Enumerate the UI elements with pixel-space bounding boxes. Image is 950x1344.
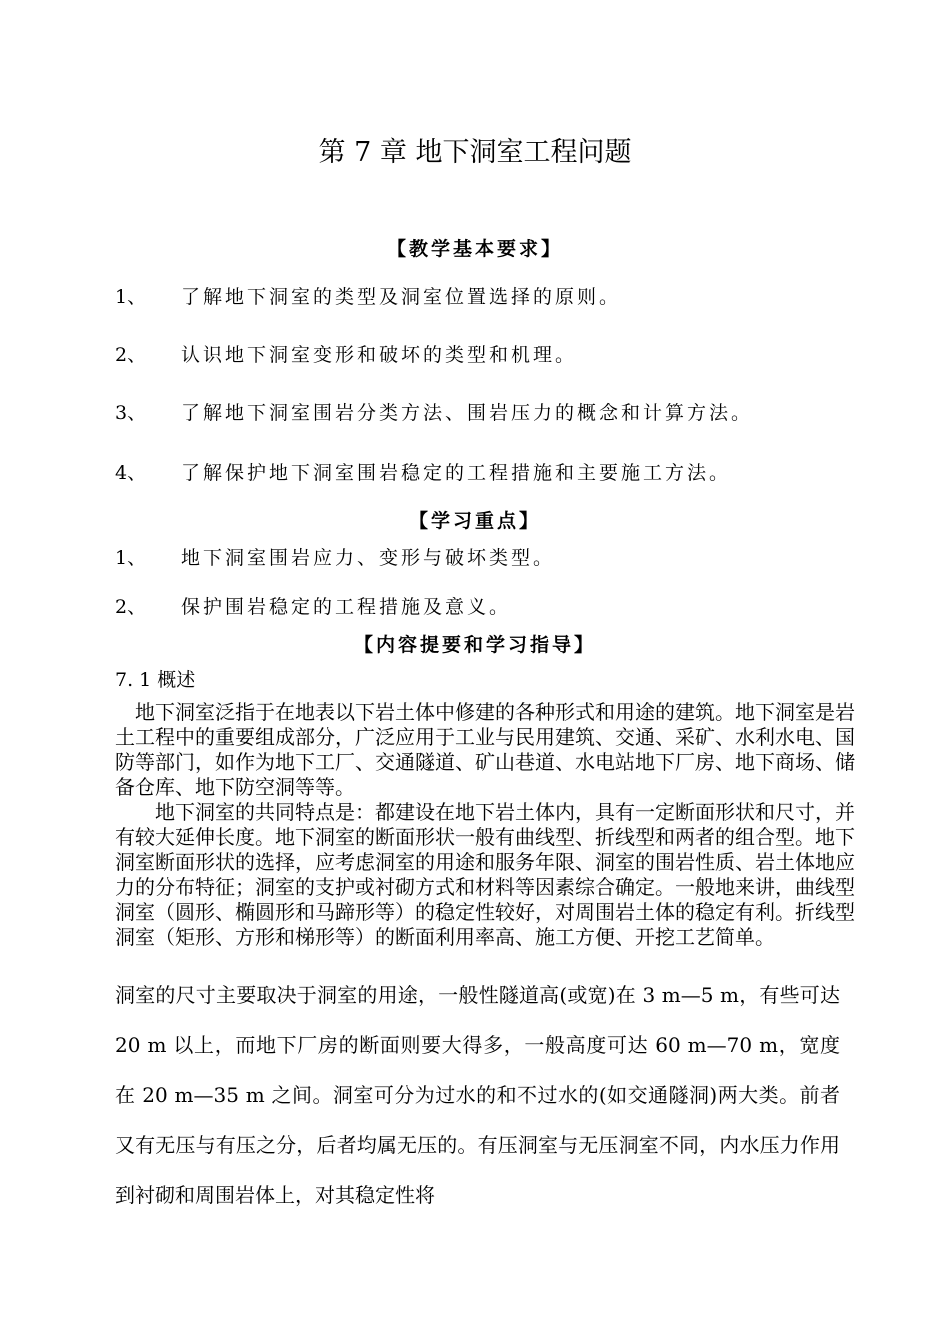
- item-text: 了解地下洞室的类型及洞室位置选择的原则。: [181, 286, 622, 308]
- guide-heading: 【内容提要和学习指导】: [353, 634, 596, 656]
- key-points-heading: 【学习重点】: [408, 510, 541, 532]
- item-number: 2、: [115, 596, 147, 618]
- requirements-heading: 【教学基本要求】: [386, 238, 563, 260]
- key-point-item: [115, 543, 555, 570]
- item-text: 了解地下洞室围岩分类方法、围岩压力的概念和计算方法。: [181, 402, 754, 424]
- overview-text-continued: 洞室的尺寸主要取决于洞室的用途，一般性隧道高(或宽)在 3 m—5 m，有些可达 20 m 以上，而地下厂房的断面则要大得多，一般高度可达 60 m—70 m，宽度在 20 m—35 m 之间。洞室可分为过水的和不过水的(如交通隧洞)两大类。前者又有无压与有压之分，后者均属无压的。有压洞室与无压洞室不同，内水压力作用到衬砌和周围岩体上，对其稳定性将: [115, 983, 840, 1207]
- item-text: 认识地下洞室变形和破坏的类型和机理。: [181, 344, 578, 366]
- chapter-title: 第 7 章 地下洞室工程问题: [318, 137, 632, 168]
- requirement-item: [115, 458, 731, 485]
- requirement-item: [115, 340, 577, 367]
- item-number: 1、: [115, 547, 147, 569]
- paragraph: 地下洞室的共同特点是：都建设在地下岩土体内，具有一定断面形状和尺寸，并有较大延伸长度。地下洞室的断面形状一般有曲线型、折线型和两者的组合型。地下洞室断面形状的选择，应考虑洞室的用途和服务年限、洞室的围岩性质、岩土体地应力的分布特征；洞室的支护或衬砌方式和材料等因素综合确定。一般地来讲，曲线型洞室（圆形、椭圆形和马蹄形等）的稳定性较好，对周围岩土体的稳定有利。折线型洞室（矩形、方形和梯形等）的断面利用率高、施工方便、开挖工艺简单。: [115, 800, 855, 949]
- item-number: 1、: [115, 286, 147, 308]
- item-number: 2、: [115, 344, 147, 366]
- overview-text: [115, 700, 855, 950]
- item-number: 3、: [115, 402, 147, 424]
- item-text: 了解保护地下洞室围岩稳定的工程措施和主要施工方法。: [181, 462, 732, 484]
- paragraph: 地下洞室泛指于在地表以下岩土体中修建的各种形式和用途的建筑。地下洞室是岩土工程中的重要组成部分，广泛应用于工业与民用建筑、交通、采矿、水利水电、国防等部门，如作为地下工厂、交通隧道、矿山巷道、水电站地下厂房、地下商场、储备仓库、地下防空洞等等。: [115, 700, 855, 799]
- item-number: 4、: [115, 462, 147, 484]
- requirement-item: [115, 398, 753, 425]
- section-title: 7. 1 概述: [115, 669, 196, 691]
- requirement-item: [115, 282, 621, 309]
- key-point-item: [115, 592, 511, 619]
- item-text: 保护围岩稳定的工程措施及意义。: [181, 596, 512, 618]
- item-text: 地下洞室围岩应力、变形与破坏类型。: [181, 547, 556, 569]
